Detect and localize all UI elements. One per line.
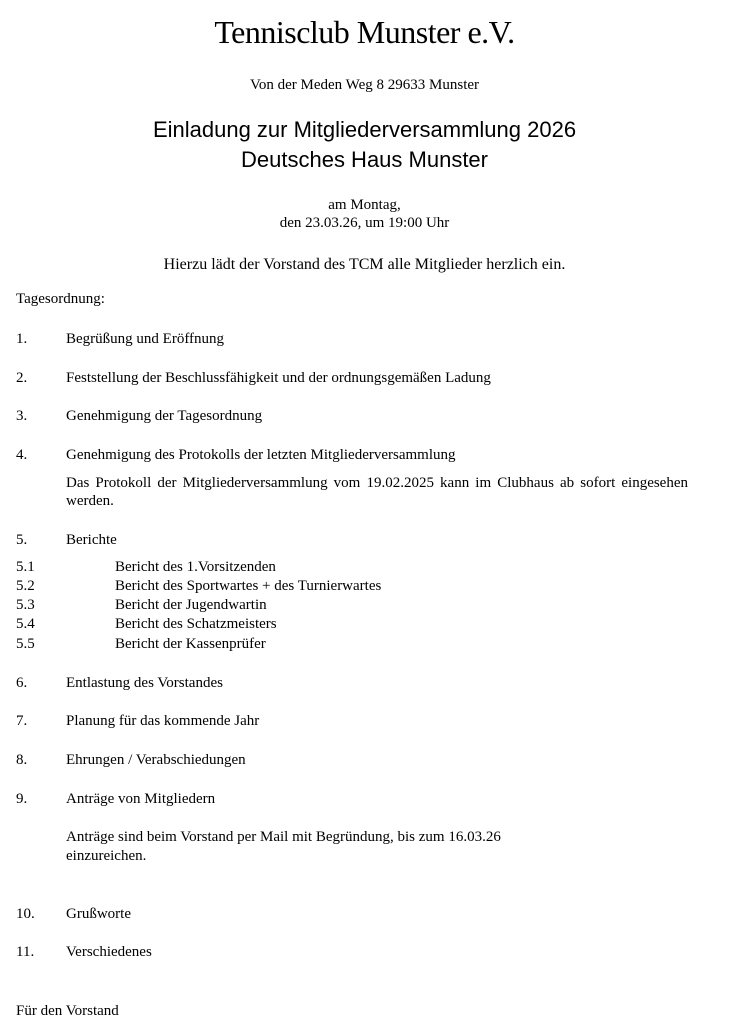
agenda-item-number: 3. [16, 408, 28, 424]
agenda-item-label: Ehrungen / Verabschiedungen [66, 752, 246, 768]
agenda-subitem-number: 5.2 [16, 578, 35, 594]
agenda-item-note: Das Protokoll der Mitgliederversammlung vom 19.02.2025 kann im Clubhaus ab sofort eingesehen werden. [66, 475, 688, 509]
agenda-subitem-label: Bericht der Jugendwartin [115, 597, 267, 613]
agenda-item-number: 6. [16, 675, 28, 691]
meeting-day: am Montag, [328, 197, 401, 213]
agenda-item-number: 7. [16, 713, 28, 729]
invitation-text: Hierzu lädt der Vorstand des TCM alle Mitglieder herzlich ein. [163, 256, 566, 273]
agenda-item-label: Anträge von Mitgliedern [66, 791, 216, 807]
agenda-subitem-number: 5.5 [16, 636, 35, 652]
club-address: Von der Meden Weg 8 29633 Munster [249, 77, 480, 93]
agenda-item-number: 8. [16, 752, 28, 768]
signature-line: Für den Vorstand [16, 1003, 119, 1019]
meeting-datetime: den 23.03.26, um 19:00 Uhr [279, 215, 450, 231]
agenda-item-number: 9. [16, 791, 28, 807]
invitation-title: Einladung zur Mitgliederversammlung 2026 [152, 117, 577, 142]
agenda-item-number: 1. [16, 331, 28, 347]
agenda-item-label: Begrüßung und Eröffnung [66, 331, 225, 347]
agenda-item-number: 11. [16, 944, 35, 960]
agenda-item-number: 2. [16, 370, 28, 386]
invitation-venue: Deutsches Haus Munster [241, 147, 488, 172]
agenda-item-note: Anträge sind beim Vorstand per Mail mit Begründung, bis zum 16.03.26 [66, 829, 501, 845]
agenda-subitem-label: Bericht der Kassenprüfer [115, 636, 266, 652]
agenda-heading: Tagesordnung: [16, 291, 105, 307]
agenda-item-label: Planung für das kommende Jahr [66, 713, 260, 729]
agenda-item-number: 10. [16, 906, 35, 922]
agenda-subitem-number: 5.1 [16, 559, 35, 575]
agenda-item-note-continued: einzureichen. [66, 848, 147, 864]
agenda-item-label: Entlastung des Vorstandes [66, 675, 223, 691]
agenda-item-number: 5. [16, 532, 28, 548]
agenda-item-label: Feststellung der Beschlussfähigkeit und der ordnungsgemäßen Ladung [66, 370, 491, 386]
agenda-subitem-label: Bericht des Sportwartes + des Turnierwartes [115, 578, 382, 594]
agenda-item-label: Grußworte [66, 906, 131, 922]
agenda-item-label: Berichte [66, 532, 117, 548]
invitation-heading [0, 115, 729, 175]
club-title: Tennisclub Munster e.V. [214, 14, 515, 50]
agenda-item-number: 4. [16, 447, 28, 463]
agenda-item-label: Genehmigung der Tagesordnung [66, 408, 263, 424]
agenda-subitem-label: Bericht des 1.Vorsitzenden [115, 559, 276, 575]
agenda-subitem-label: Bericht des Schatzmeisters [115, 616, 277, 632]
agenda-subitem-number: 5.4 [16, 616, 35, 632]
agenda-item-label: Genehmigung des Protokolls der letzten Mitgliederversammlung [66, 447, 456, 463]
agenda-item-label: Verschiedenes [66, 944, 152, 960]
meeting-date [0, 196, 729, 232]
agenda-subitem-number: 5.3 [16, 597, 35, 613]
